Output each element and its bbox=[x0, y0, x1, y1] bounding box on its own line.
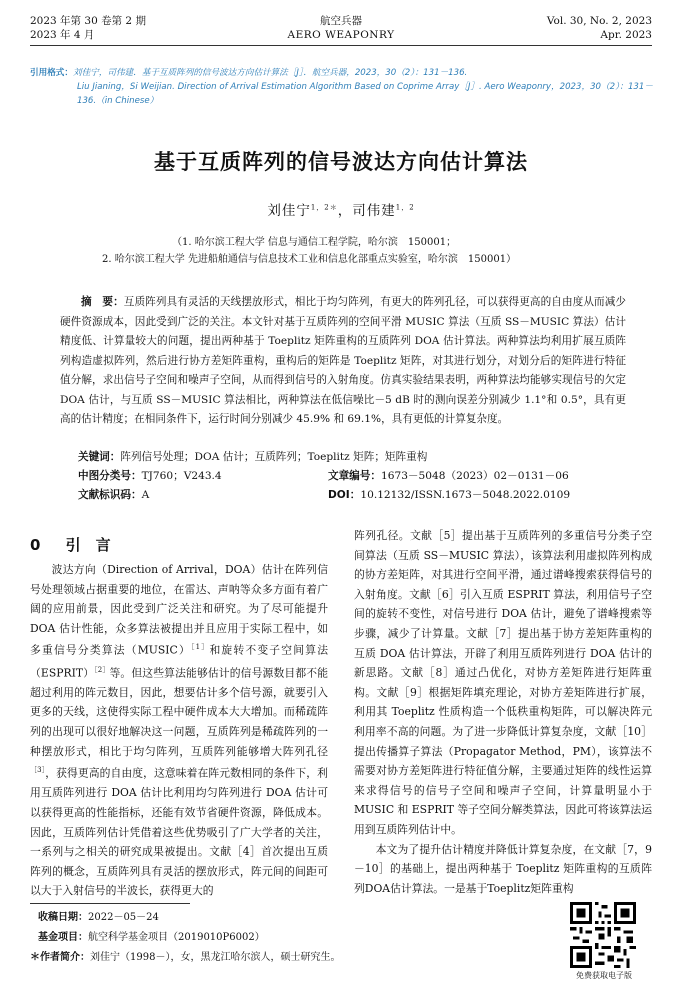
footnote-author bbox=[30, 948, 340, 968]
abstract-text: 互质阵列具有灵活的天线摆放形式，相比于均匀阵列，有更大的阵列孔径，可以获得更高的自由度从而减少硬件资源成本，因此受到广泛的关注。本文针对基于互质阵列的空间平滑 MUSIC 算法（互质 SS－MUSIC 算法）估计精度低、计算量较大的问题，提出两种基于 Toeplitz 矩阵重构的互质阵列 DOA 估计算法。两种算法均利用扩展互质阵列构造虚拟阵列，然后进行协方差矩阵重构，重构后的矩阵是 Toeplitz 矩阵，对其进行划分，对划分后的矩阵进行特征值分解，求出信号子空间和噪声子空间，从而得到信号的入射角度。仿真实验结果表明，两种算法均能够实现信号的欠定 DOA 估计，与互质 SS－MUSIC 算法相比，两种算法在低信噪比－5 dB 时的测向误差分别减少 1.1°和 0.5°，具有更高的估计精度；在相同条件下，运行时间分别减少 45.9% 和 69.1%，具有更低的计算复杂度。 bbox=[60, 296, 627, 425]
citation-cn: 刘佳宁，司伟建．基于互质阵列的信号波达方向估计算法［J］．航空兵器，2023，30（2）：131－136. bbox=[72, 68, 468, 78]
citation-en-line-1: Liu Jianing，Si Weijian. Direction of Arrival Estimation Algorithm Based on Coprime Array［J］. Aero Weaponry，2023，30（2）：131－ bbox=[77, 82, 653, 92]
paper-title: 基于互质阵列的信号波达方向估计算法 bbox=[154, 150, 528, 174]
header-rule bbox=[30, 45, 652, 46]
author-2: 司伟建 bbox=[352, 203, 396, 219]
article-number-value: 1673－5048（2023）02－0131－06 bbox=[380, 470, 569, 482]
journal-volume-header bbox=[547, 14, 652, 42]
document-code-label: 文献标识码： bbox=[78, 489, 142, 501]
header-volume: Vol. 30, No. 2, 2023 bbox=[546, 15, 652, 27]
clc-value: TJ760；V243.4 bbox=[141, 470, 222, 482]
section-heading bbox=[30, 534, 111, 555]
intro-text-d: ，获得更高的自由度，这意味着在阵元数相同的条件下，利用互质阵列进行 DOA 估计比利用均匀阵列进行 DOA 估计可以获得更高的性能指标，还能有效节省硬件资源，降低成本。因此，互质阵列估计凭借着这些优势吸引了广大学者的关注，一系列与之相关的研究成果被提出。文献［4］首次提出互质阵列的概念，互质阵列具有灵活的摆放形式，阵元间的间距可以大于入射信号的半波长，获得更大的 bbox=[30, 766, 328, 898]
ref-2: ［2］ bbox=[94, 665, 110, 674]
keywords bbox=[78, 448, 427, 468]
received-label: 收稿日期： bbox=[38, 912, 88, 923]
intro-paragraph-2: 阵列孔径。文献［5］提出基于互质阵列的多重信号分类子空间算法（互质 SS－MUSIC 算法），该算法利用虚拟阵列构成的协方差矩阵，对其进行空间平滑，通过谱峰搜索获得信号的入射角度。文献［6］引入互质 ESPRIT 算法，利用信号子空间的旋转不变性，对信号进行 DOA 估计，避免了谱峰搜索等步骤，减少了计算量。文献［7］提出基于协方差矩阵重构的互质 DOA 估计算法，开辟了利用互质阵列进行 DOA 估计的新思路。文献［8］通过凸优化，对协方差矩阵进行矩阵重构。文献［9］根据矩阵填充理论，对协方差矩阵进行扩展，利用其 Toeplitz 性质构造一个低秩重构矩阵，可以解决阵元利用率不高的问题。为了进一步降低计算复杂度，文献［10］提出传播算子算法（Propagator Method，PM），该算法不需要对协方差矩阵进行特征值分解，主要通过矩阵的线性运算来求得信号的信号子空间和噪声子空间，计算量明显小于 MUSIC 和 ESPRIT 等子空间分解类算法，因此可将该算法运用到互质阵列估计中。 bbox=[354, 529, 652, 836]
header-month: Apr. 2023 bbox=[600, 29, 652, 41]
clc-label: 中图分类号： bbox=[78, 470, 142, 482]
ref-3: ［3］ bbox=[30, 766, 46, 775]
affiliation-1: （1. 哈尔滨工程大学 信息与通信工程学院，哈尔滨 150001； bbox=[172, 237, 457, 248]
doi-label: DOI： bbox=[328, 489, 361, 501]
keywords-label: 关键词： bbox=[78, 451, 121, 463]
document-code bbox=[78, 486, 149, 506]
header-issue: 2023 年第 30 卷第 2 期 bbox=[30, 15, 146, 27]
doi-value: 10.12132/ISSN.1673－5048.2022.0109 bbox=[360, 489, 571, 501]
citation-block bbox=[30, 66, 660, 108]
right-column bbox=[354, 526, 652, 898]
header-journal-cn: 航空兵器 bbox=[320, 15, 362, 27]
doi bbox=[328, 486, 570, 506]
qr-caption: 免费获取电子版 bbox=[576, 971, 632, 980]
footnote-fund bbox=[38, 928, 265, 948]
keywords-text: 阵列信号处理；DOA 估计；互质阵列；Toeplitz 矩阵；矩阵重构 bbox=[120, 451, 428, 463]
author-2-affil: 1，2 bbox=[395, 203, 415, 212]
intro-paragraph-1 bbox=[30, 560, 328, 901]
section-title: 引 言 bbox=[65, 536, 111, 554]
qr-code-icon[interactable] bbox=[570, 902, 636, 968]
author-line bbox=[0, 199, 682, 219]
affiliation-2: 2. 哈尔滨工程大学 先进船舶通信与信息技术工业和信息化部重点实验室，哈尔滨 150001） bbox=[102, 254, 517, 265]
author-bio-value: 刘佳宁（1998－），女，黑龙江哈尔滨人，硕士研究生。 bbox=[90, 952, 341, 963]
fund-value: 航空科学基金项目（2019010P6002） bbox=[88, 932, 265, 943]
journal-name-header bbox=[241, 14, 441, 42]
ref-1: ［1］ bbox=[190, 643, 210, 652]
fund-label: 基金项目： bbox=[38, 932, 88, 943]
intro-paragraph-3: 本文为了提升估计精度并降低计算复杂度，在文献［7，9－10］的基础上，提出两种基于 Toeplitz 矩阵重构的互质阵列DOA估计算法。一是基于Toeplitz矩阵重构 bbox=[354, 842, 652, 895]
clc-number bbox=[78, 467, 222, 487]
received-value: 2022－05－24 bbox=[88, 912, 159, 923]
citation-cn-line bbox=[30, 66, 660, 80]
abstract-label: 摘 要： bbox=[81, 296, 124, 308]
left-column bbox=[30, 560, 328, 901]
author-1: 刘佳宁 bbox=[267, 203, 311, 219]
intro-text-a: 波达方向（Direction of Arrival，DOA）估计在阵列信号处理领域占据重要的地位，在雷达、声呐等众多方面有着广阔的应用前景，因此受到广泛关注和研究。为了尽可能提升 DOA 估计性能，众多算法被提出并且应用于实际工程中，如多重信号分类算法（MUSIC） bbox=[30, 563, 328, 657]
abstract bbox=[60, 293, 626, 430]
article-number-label: 文章编号： bbox=[328, 470, 381, 482]
author-1-affil: 1，2＊ bbox=[310, 203, 338, 212]
section-number: 0 bbox=[30, 536, 41, 554]
author-separator: ， bbox=[337, 203, 353, 219]
header-date: 2023 年 4 月 bbox=[30, 29, 95, 41]
intro-text-b: 和旋转不变子空间算法（ESPRIT） bbox=[30, 643, 328, 680]
footnote-received bbox=[38, 908, 159, 928]
document-code-value: A bbox=[141, 489, 150, 501]
header-journal-en: AERO WEAPONRY bbox=[287, 29, 395, 41]
intro-text-c: 等。但这些算法能够估计的信号源数目都不能超过利用的阵元数目，因此，想要估计多个信号源，就要引入更多的天线，这使得实际工程中硬件成本大大增加。而稀疏阵列的出现可以很好地解决这一问题，互质阵列是稀疏阵列的一种摆放形式，相比于均匀阵列，互质阵列能够增大阵列孔径 bbox=[30, 666, 328, 758]
author-bio-label: ＊作者简介： bbox=[30, 952, 90, 963]
citation-label: 引用格式： bbox=[30, 68, 73, 78]
article-number bbox=[328, 467, 569, 487]
citation-en-line-2: 136.（in Chinese） bbox=[77, 96, 159, 106]
journal-issue-header bbox=[30, 14, 146, 42]
footnote-rule bbox=[30, 903, 190, 904]
